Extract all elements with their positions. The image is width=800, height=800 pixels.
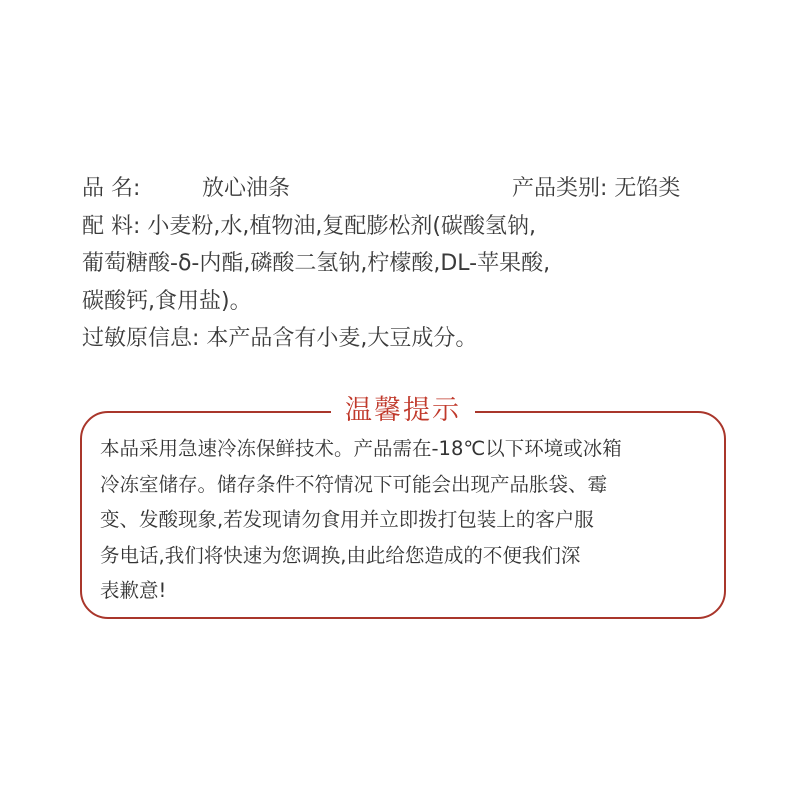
allergen-info: 过敏原信息: 本产品含有小麦,大豆成分。	[82, 326, 478, 351]
notice-body	[100, 431, 710, 609]
ingredients-line: 碳酸钙,食用盐)。	[82, 288, 252, 314]
notice-title: 温馨提示	[331, 391, 475, 431]
notice-line: 变、发酸现象,若发现请勿食用并立即拨打包装上的客户服	[100, 508, 594, 531]
product-info	[82, 170, 732, 358]
product-name-value: 放心油条	[202, 176, 291, 201]
ingredients-line: 配 料: 小麦粉,水,植物油,复配膨松剂(碳酸氢钠,	[82, 213, 536, 239]
notice-line: 表歉意!	[100, 579, 167, 602]
product-category: 产品类别: 无馅类	[512, 176, 681, 201]
ingredients-line: 葡萄糖酸-δ-内酯,磷酸二氢钠,柠檬酸,DL-苹果酸,	[82, 251, 551, 276]
notice-line: 务电话,我们将快速为您调换,由此给您造成的不便我们深	[100, 543, 581, 567]
notice-line: 本品采用急速冷冻保鲜技术。产品需在-18℃以下环境或冰箱	[100, 437, 622, 460]
notice-box	[80, 395, 726, 619]
product-name-row	[82, 170, 732, 208]
notice-line: 冷冻室储存。储存条件不符情况下可能会出现产品胀袋、霉	[100, 472, 608, 496]
product-name-label: 品 名:	[82, 176, 141, 201]
